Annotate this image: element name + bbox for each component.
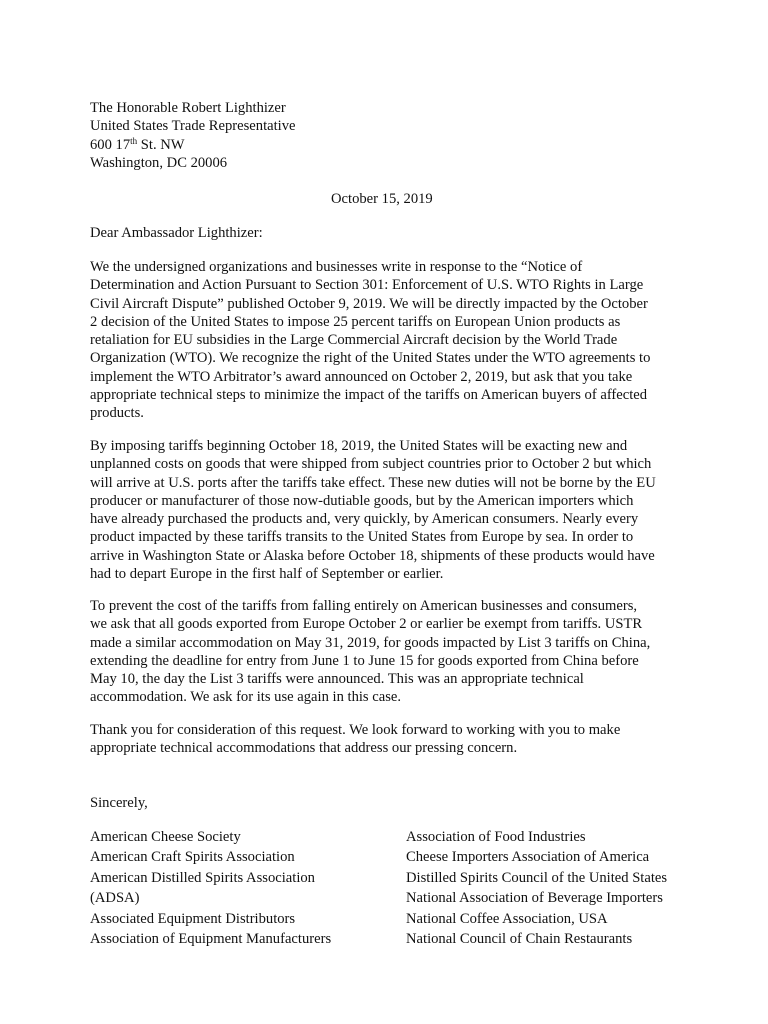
signers-column-right [406, 827, 667, 949]
paragraph-line: unplanned costs on goods that were shipped from subject countries prior to October 2 but which [90, 456, 652, 473]
paragraph-line: By imposing tariffs beginning October 18, 2019, the United States will be exacting new and [90, 438, 628, 454]
street-number: 600 17 [90, 136, 131, 153]
salutation: Dear Ambassador Lighthizer: [90, 225, 263, 241]
paragraph-line: arrive in Washington State or Alaska before October 18, shipments of these products would have [90, 547, 655, 564]
signers-column-left [90, 827, 331, 949]
paragraph-line: May 10, the day the List 3 tariffs were announced. This was an appropriate technical [90, 671, 584, 688]
paragraph-line: made a similar accommodation on May 31, 2019, for goods impacted by List 3 tariffs on China, [90, 634, 651, 651]
signer-name: American Distilled Spirits Association [90, 869, 315, 886]
paragraph-line: accommodation. We ask for its use again in this case. [90, 689, 402, 706]
street-ordinal-suffix: th [130, 135, 138, 146]
paragraph-line: have already purchased the products and, very quickly, by American consumers. Nearly every [90, 511, 639, 528]
paragraph-line: Organization (WTO). We recognize the right of the United States under the WTO agreements to [90, 350, 651, 367]
signer-name: Associated Equipment Distributors [90, 910, 296, 927]
closing: Sincerely, [90, 795, 148, 811]
recipient-name: The Honorable Robert Lighthizer [90, 100, 286, 116]
signer-name: American Cheese Society [90, 829, 241, 845]
street-name: St. NW [137, 136, 185, 153]
paragraph-line: had to depart Europe in the first half of September or earlier. [90, 566, 444, 583]
paragraph-2 [90, 437, 690, 583]
recipient-city: Washington, DC 20006 [90, 154, 228, 171]
paragraph-line: Civil Aircraft Dispute” published October 9, 2019. We will be directly impacted by the October [90, 295, 648, 312]
signer-name: Association of Food Industries [406, 829, 586, 845]
paragraph-line: products. [90, 405, 144, 422]
signer-name: Cheese Importers Association of America [406, 849, 650, 866]
recipient-street [90, 136, 690, 154]
signer-name: National Coffee Association, USA [406, 910, 608, 927]
paragraph-line: appropriate technical steps to minimize the impact of the tariffs on American buyers of affected [90, 387, 648, 404]
signer-name: Distilled Spirits Council of the United States [406, 869, 668, 886]
paragraph-1 [90, 258, 690, 423]
signer-name: Association of Equipment Manufacturers [90, 931, 332, 948]
signer-name: American Craft Spirits Association [90, 849, 295, 866]
paragraph-line: Determination and Action Pursuant to Section 301: Enforcement of U.S. WTO Rights in Large [90, 277, 644, 294]
paragraph-line: will arrive at U.S. ports after the tariffs take effect. These new duties will not be borne by the EU [90, 474, 656, 491]
paragraph-line: To prevent the cost of the tariffs from falling entirely on American businesses and consumers, [90, 598, 638, 614]
paragraph-line: implement the WTO Arbitrator’s award announced on October 2, 2019, but ask that you take [90, 368, 633, 385]
paragraph-3 [90, 597, 690, 707]
signer-name: National Association of Beverage Importers [406, 890, 663, 907]
paragraph-line: producer or manufacturer of those now-dutiable goods, but by the American importers which [90, 492, 634, 509]
signer-name: National Council of Chain Restaurants [406, 931, 633, 948]
recipient-address [90, 99, 690, 172]
paragraph-line: appropriate technical accommodations that address our pressing concern. [90, 740, 518, 757]
paragraph-line: we ask that all goods exported from Europe October 2 or earlier be exempt from tariffs. USTR [90, 616, 643, 633]
paragraph-line: product impacted by these tariffs transits to the United States from Europe by sea. In order to [90, 529, 634, 546]
paragraph-line: 2 decision of the United States to impose 25 percent tariffs on European Union products as [90, 313, 621, 330]
recipient-title: United States Trade Representative [90, 118, 296, 135]
signer-name: (ADSA) [90, 890, 140, 907]
paragraph-4 [90, 721, 690, 758]
paragraph-line: We the undersigned organizations and businesses write in response to the “Notice of [90, 259, 583, 275]
paragraph-line: Thank you for consideration of this request. We look forward to working with you to make [90, 722, 621, 738]
paragraph-line: extending the deadline for entry from June 1 to June 15 for goods exported from China before [90, 652, 639, 669]
letter-date: October 15, 2019 [331, 191, 433, 207]
paragraph-line: retaliation for EU subsidies in the Large Commercial Aircraft decision by the World Trade [90, 332, 618, 349]
